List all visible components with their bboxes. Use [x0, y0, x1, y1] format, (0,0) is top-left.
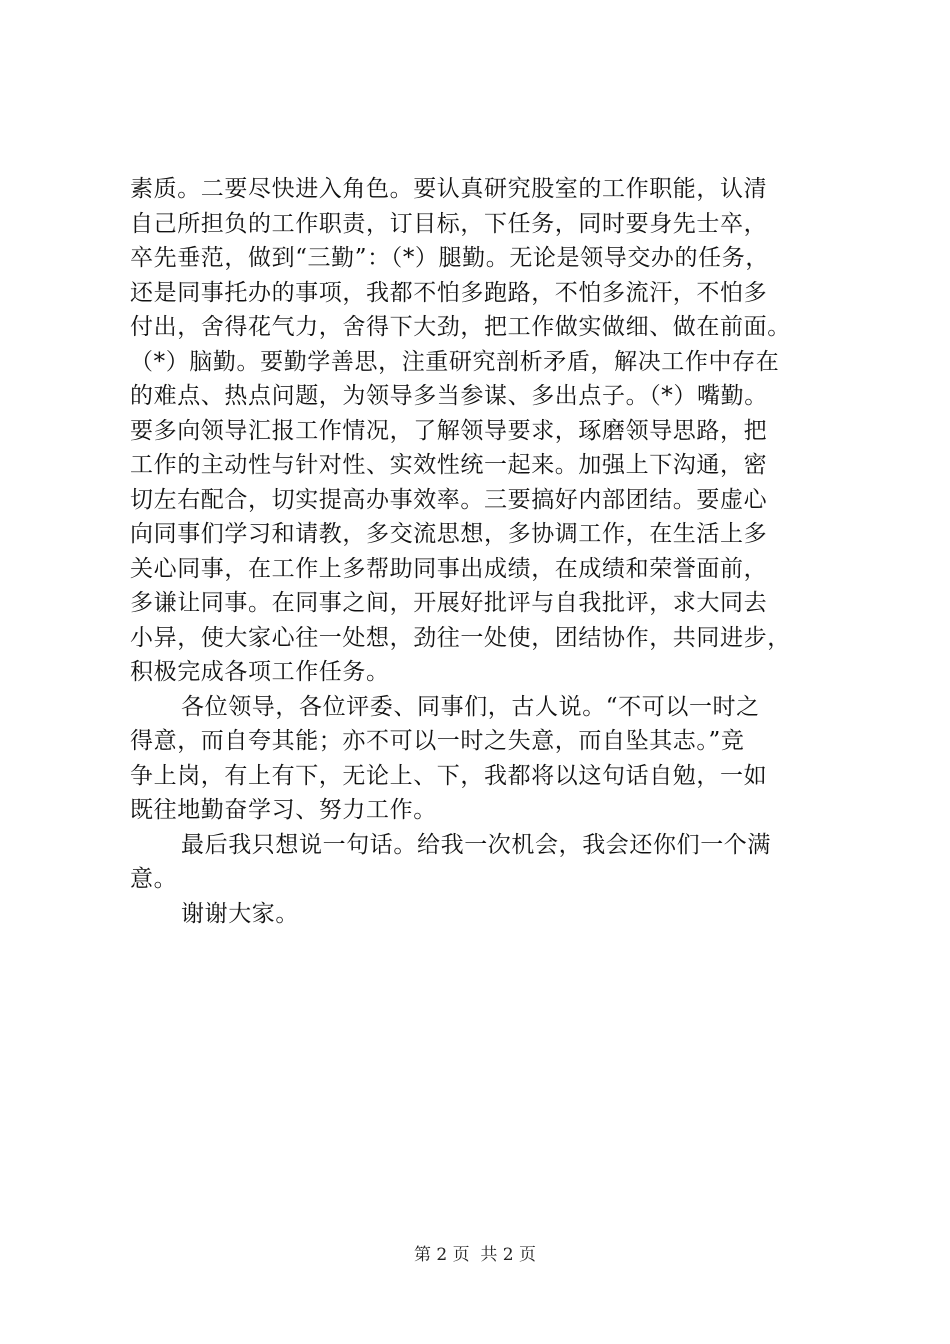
body-line-6: （*）脑勤。要勤学善思，注重研究剖析矛盾，解决工作中存在: [130, 348, 780, 375]
page-number-label: 第 2 页 共 2 页: [413, 1245, 537, 1265]
document-body: [130, 172, 850, 931]
body-line-13: 多谦让同事。在同事之间，开展好批评与自我批评，求大同去: [130, 590, 768, 616]
body-line-21: 意。: [130, 866, 178, 892]
body-line-3: 卒先垂范，做到“三勤”：（*）腿勤。无论是领导交办的任务，: [130, 245, 769, 271]
body-line-19: 既往地勤奋学习、努力工作。: [130, 797, 437, 823]
body-line-22: 谢谢大家。: [181, 900, 299, 927]
body-line-17: 得意，而自夸其能；亦不可以一时之失意，而自坠其志。”竞: [130, 728, 745, 754]
page-footer: [0, 1243, 950, 1267]
body-line-5: 付出，舍得花气力，舍得下大劲，把工作做实做细、做在前面。: [130, 314, 791, 340]
body-line-4: 还是同事托办的事项，我都不怕多跑路，不怕多流汗，不怕多: [130, 279, 768, 306]
body-line-10: 切左右配合，切实提高办事效率。三要搞好内部团结。要虚心: [130, 486, 768, 513]
body-line-14: 小异，使大家心往一处想，劲往一处使，团结协作，共同进步，: [130, 624, 791, 651]
body-line-9: 工作的主动性与针对性、实效性统一起来。加强上下沟通，密: [130, 452, 768, 478]
body-line-2: 自己所担负的工作职责，订目标，下任务，同时要身先士卒，: [130, 210, 768, 237]
body-line-7: 的难点、热点问题，为领导多当参谋、多出点子。（*）嘴勤。: [130, 383, 768, 409]
body-line-20: 最后我只想说一句话。给我一次机会，我会还你们一个满: [181, 831, 771, 858]
body-line-18: 争上岗，有上有下，无论上、下，我都将以这句话自勉，一如: [130, 762, 768, 789]
body-line-8: 要多向领导汇报工作情况，了解领导要求，琢磨领导思路，把: [130, 417, 768, 444]
body-line-1: 素质。二要尽快进入角色。要认真研究股室的工作职能，认清: [130, 176, 768, 202]
body-line-15: 积极完成各项工作任务。: [130, 659, 390, 685]
body-line-12: 关心同事，在工作上多帮助同事出成绩，在成绩和荣誉面前，: [130, 555, 768, 582]
body-line-11: 向同事们学习和请教，多交流思想，多协调工作，在生活上多: [130, 521, 768, 547]
body-line-16: 各位领导，各位评委、同事们，古人说。“不可以一时之: [181, 693, 760, 720]
